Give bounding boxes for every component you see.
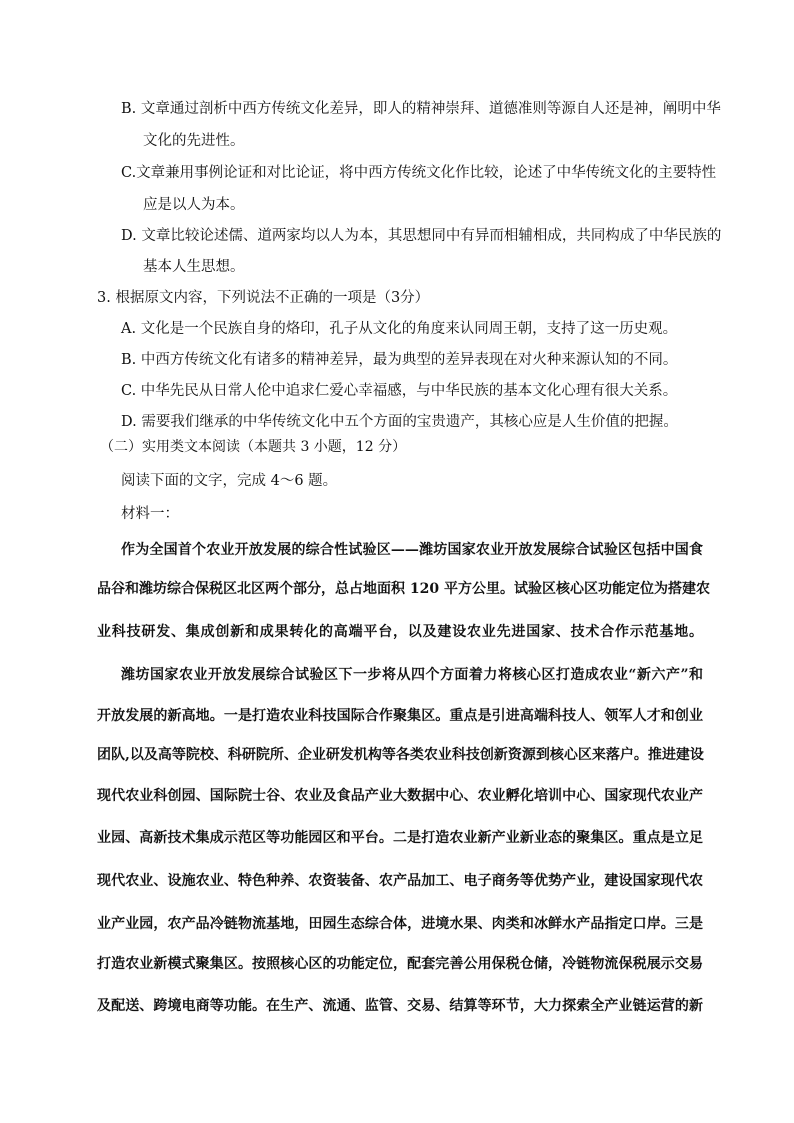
passage-line: 品谷和潍坊综合保税区北区两个部分，总占地面积 120 平方公里。试验区核心区功能定位为搭建农 xyxy=(97,581,710,597)
passage-line: 业科技研发、集成创新和成果转化的高端平台，以及建设农业先进国家、技术合作示范基地。 xyxy=(97,624,703,640)
passage-line: 现代农业科创园、国际院士谷、农业及食品产业大数据中心、农业孵化培训中心、国家现代农业产 xyxy=(97,788,703,804)
question-3-stem: 3. 根据原文内容，下列说法不正确的一项是（3分） xyxy=(97,290,430,306)
q3-option-b: B. 中西方传统文化有诸多的精神差异，最为典型的差异表现在对火种来源认知的不同。 xyxy=(121,352,678,368)
q2-option-d-line1: D. 文章比较论述儒、道两家均以人为本，其思想同中有异而相辅相成，共同构成了中华民族的 xyxy=(121,228,722,244)
passage-line: 开放发展的新高地。一是打造农业科技国际合作聚集区。重点是引进高端科技人、领军人才和创业 xyxy=(97,708,703,724)
q2-option-c-line1: C.文章兼用事例论证和对比论证，将中西方传统文化作比较，论述了中华传统文化的主要特性 xyxy=(121,165,717,181)
q2-option-d-line2: 基本人生思想。 xyxy=(143,259,245,275)
section-title: （二）实用类文本阅读（本题共 3 小题，12 分） xyxy=(100,439,407,455)
q3-option-d: D. 需要我们继承的中华传统文化中五个方面的宝贵遗产，其核心应是人生价值的把握。 xyxy=(121,414,678,430)
q2-option-c-line2: 应是以人为本。 xyxy=(143,197,245,213)
q2-option-b-line2: 文化的先进性。 xyxy=(143,133,245,149)
passage-line: 打造农业新模式聚集区。按照核心区的功能定位，配套完善公用保税仓储，冷链物流保税展示交易 xyxy=(97,956,703,972)
material-label: 材料一： xyxy=(121,506,179,522)
passage-line: 现代农业、设施农业、特色种养、农资装备、农产品加工、电子商务等优势产业，建设国家现代农 xyxy=(97,873,703,889)
passage-line: 业产业园，农产品冷链物流基地，田园生态综合体，进境水果、肉类和冰鲜水产品指定口岸。三是 xyxy=(97,916,703,932)
passage-line: 团队,以及高等院校、科研院所、企业研发机构等各类农业科技创新资源到核心区来落户。推进建设 xyxy=(97,747,704,763)
passage-line: 及配送、跨境电商等功能。在生产、流通、监管、交易、结算等环节，大力探索全产业链运营的新 xyxy=(97,998,703,1014)
section-instruction: 阅读下面的文字，完成 4～6 题。 xyxy=(121,473,338,489)
q2-option-b-line1: B. 文章通过剖析中西方传统文化差异，即人的精神崇拜、道德准则等源自人还是神，阐明中华 xyxy=(121,101,721,117)
q3-option-a: A. 文化是一个民族自身的烙印，孔子从文化的角度来认同周王朝，支持了这一历史观。 xyxy=(121,321,678,337)
passage-line: 潍坊国家农业开放发展综合试验区下一步将从四个方面着力将核心区打造成农业“新六产”和 xyxy=(121,667,703,683)
passage-line: 业园、高新技术集成示范区等功能园区和平台。二是打造农业新产业新业态的聚集区。重点是立足 xyxy=(97,830,703,846)
q3-option-c: C. 中华先民从日常人伦中追求仁爱心幸福感，与中华民族的基本文化心理有很大关系。 xyxy=(121,383,678,399)
passage-line: 作为全国首个农业开放发展的综合性试验区——潍坊国家农业开放发展综合试验区包括中国食 xyxy=(121,542,703,558)
